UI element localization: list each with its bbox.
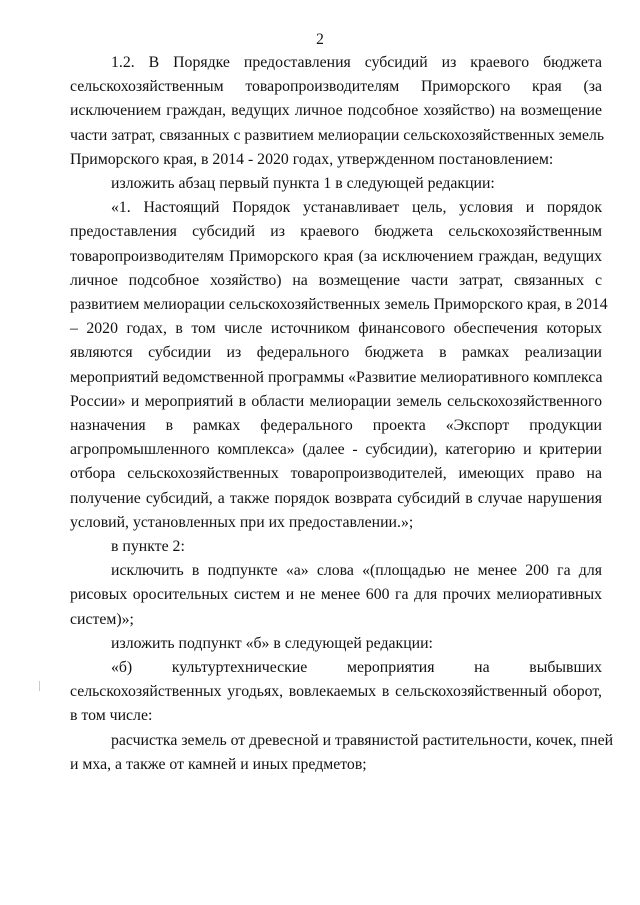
text-line: расчистка земель от древесной и травянистой растительности, кочек, пней xyxy=(111,731,614,749)
text-line: отбора сельскохозяйственных товаропроизводителей, имеющих право на xyxy=(70,465,602,483)
text-line: «1. Настоящий Порядок устанавливает цель, условия и порядок xyxy=(111,199,602,217)
text-line: сельскохозяйственных угодьях, вовлекаемых в сельскохозяйственный оборот, xyxy=(70,683,602,701)
text-line: являются субсидии из федерального бюджета в рамках реализации xyxy=(70,344,602,362)
text-line: России» и мероприятий в области мелиорации земель сельскохозяйственного xyxy=(70,392,602,410)
document-body xyxy=(70,51,614,777)
text-line: изложить подпункт «б» в следующей редакции: xyxy=(111,634,433,652)
text-line: условий, установленных при их предоставлении.»; xyxy=(70,513,414,531)
text-line: Приморского края, в 2014 - 2020 годах, утвержденном постановлением: xyxy=(70,150,554,168)
text-line: и мха, а также от камней и иных предметов; xyxy=(70,755,367,773)
paragraph-subpoint-b-text xyxy=(70,656,602,729)
text-line: мероприятий ведомственной программы «Развитие мелиоративного комплекса xyxy=(70,368,603,386)
text-line: личное подсобное хозяйство) на возмещение части затрат, связанных с xyxy=(70,271,602,289)
text-line: в том числе: xyxy=(70,707,153,725)
page-number: 2 xyxy=(316,31,324,48)
paragraph-amendment-intro xyxy=(70,51,605,172)
text-line: предоставления субсидий из краевого бюджета сельскохозяйственным xyxy=(70,223,602,241)
text-line: назначения в рамках федерального проекта «Экспорт продукции xyxy=(70,417,602,435)
text-line: сельскохозяйственным товаропроизводителям Приморского края (за xyxy=(70,78,602,96)
scan-margin-mark xyxy=(39,681,40,691)
text-line: в пункте 2: xyxy=(111,538,185,556)
text-line: части затрат, связанных с развитием мелиорации сельскохозяйственных земель xyxy=(70,126,605,144)
text-line: исключением граждан, ведущих личное подсобное хозяйство) на возмещение xyxy=(70,102,602,120)
text-line: получение субсидий, а также порядок возврата субсидий в случае нарушения xyxy=(70,489,602,507)
paragraph-exclude-subpoint-a xyxy=(70,559,602,632)
text-line: исключить в подпункте «а» слова «(площадью не менее 200 га для xyxy=(111,562,602,580)
text-line: развитием мелиорации сельскохозяйственных земель Приморского края, в 2014 xyxy=(70,296,608,314)
paragraph-point-2-heading xyxy=(70,535,602,559)
text-line: – 2020 годах, в том числе источником финансового обеспечения которых xyxy=(70,320,602,338)
text-line: «б) культуртехнические мероприятия на выбывших xyxy=(111,659,602,677)
text-line: систем)»; xyxy=(70,610,134,628)
paragraph-new-wording-point-1 xyxy=(70,196,608,535)
text-line: рисовых оросительных систем и не менее 600 га для прочих мелиоративных xyxy=(70,586,602,604)
paragraph-restate-subpoint-b xyxy=(70,632,602,656)
text-line: агропромышленного комплекса» (далее - субсидии), категорию и критерии xyxy=(70,441,602,459)
paragraph-land-clearing xyxy=(70,729,614,777)
text-line: 1.2. В Порядке предоставления субсидий из краевого бюджета xyxy=(111,54,602,71)
text-line: изложить абзац первый пункта 1 в следующей редакции: xyxy=(111,175,495,193)
paragraph-instruction xyxy=(70,172,602,196)
text-line: товаропроизводителям Приморского края (за исключением граждан, ведущих xyxy=(70,247,602,265)
